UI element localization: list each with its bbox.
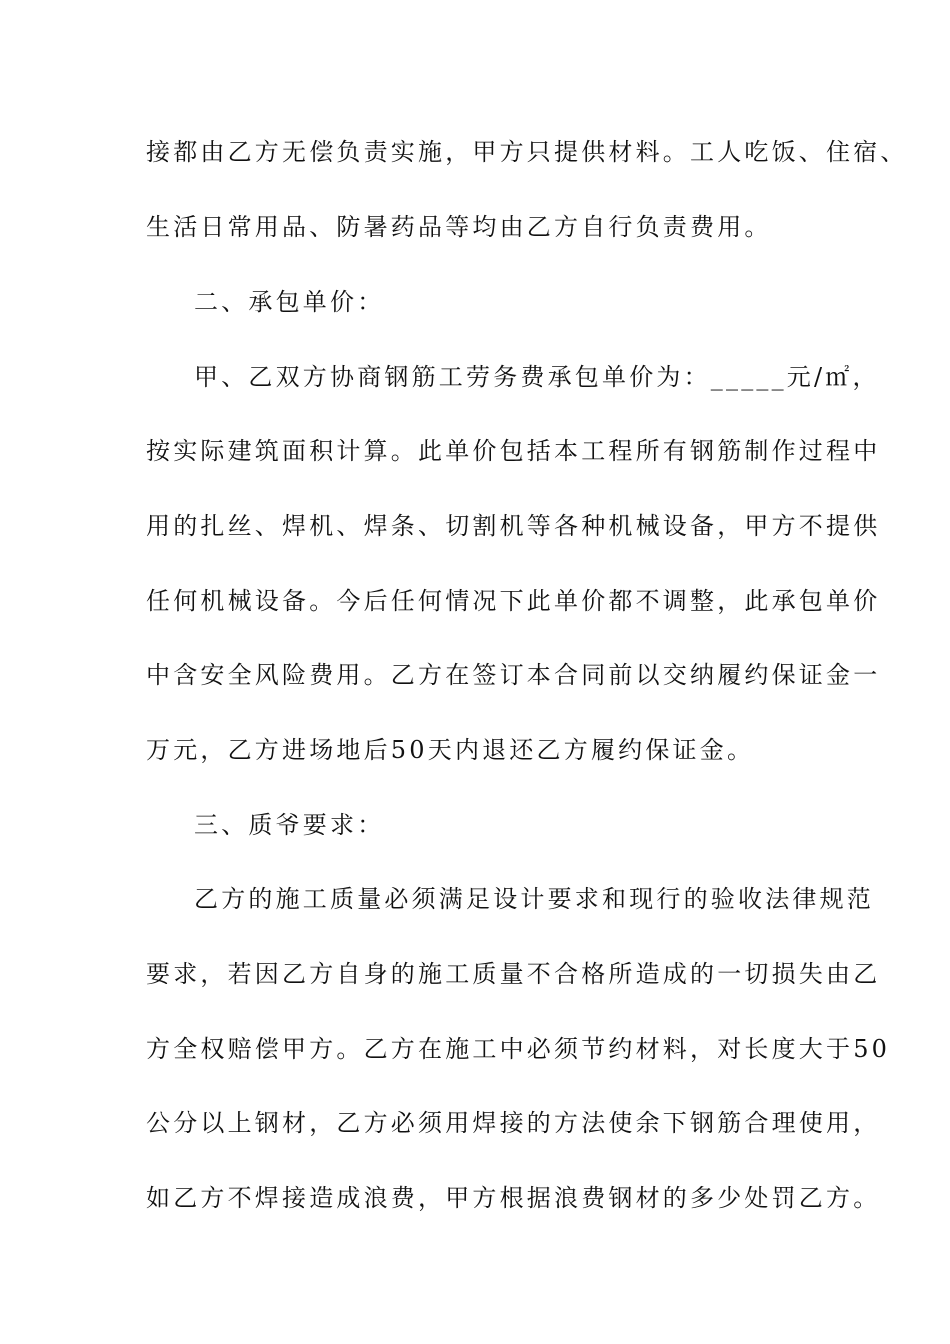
- paragraph-line: 如乙方不焊接造成浪费，甲方根据浪费钢材的多少处罚乙方。: [146, 1184, 881, 1212]
- section-heading-quality: 三、质爷要求：: [194, 811, 385, 839]
- section-heading-unit-price: 二、承包单价：: [194, 288, 385, 316]
- paragraph-line: 甲、乙双方协商钢筋工劳务费承包单价为：_____元/㎡，: [194, 363, 880, 391]
- paragraph-line: 乙方的施工质量必须满足设计要求和现行的验收法律规范: [194, 885, 874, 913]
- paragraph-line: 公分以上钢材，乙方必须用焊接的方法使余下钢筋合理使用，: [146, 1109, 881, 1137]
- paragraph-line: 接都由乙方无偿负责实施，甲方只提供材料。工人吃饭、住宿、: [146, 138, 908, 166]
- paragraph-line: 方全权赔偿甲方。乙方在施工中必须节约材料，对长度大于50: [146, 1035, 891, 1063]
- paragraph-line: 任何机械设备。今后任何情况下此单价都不调整，此承包单价: [146, 587, 881, 615]
- paragraph-line: 按实际建筑面积计算。此单价包括本工程所有钢筋制作过程中: [146, 437, 881, 465]
- paragraph-line: 中含安全风险费用。乙方在签订本合同前以交纳履约保证金一: [146, 661, 881, 689]
- paragraph-line: 用的扎丝、焊机、焊条、切割机等各种机械设备，甲方不提供: [146, 512, 881, 540]
- paragraph-line: 万元，乙方进场地后50天内退还乙方履约保证金。: [146, 736, 755, 764]
- paragraph-line: 生活日常用品、防暑药品等均由乙方自行负责费用。: [146, 213, 772, 241]
- paragraph-line: 要求，若因乙方自身的施工质量不合格所造成的一切损失由乙: [146, 960, 881, 988]
